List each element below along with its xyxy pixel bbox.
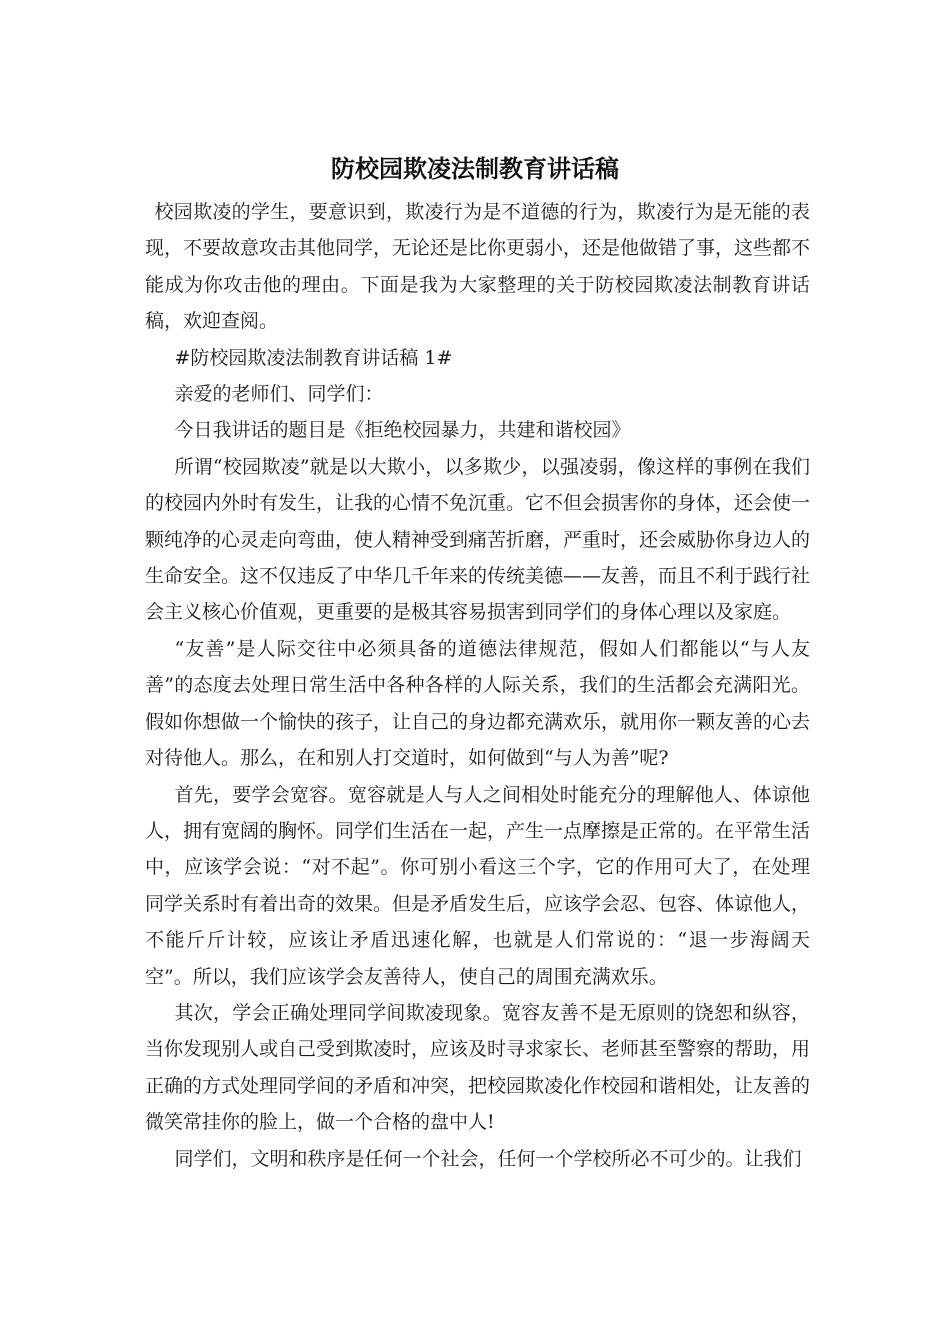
body-paragraph: 所谓“校园欺凌”就是以大欺小，以多欺少，以强凌弱，像这样的事例在我们的校园内外时有发生，让我的心情不免沉重。它不但会损害你的身体，还会使一颗纯净的心灵走向弯曲，使人精神受到痛苦折磨，严重时，还会威胁你身边人的生命安全。这不仅违反了中华几千年来的传统美德——友善，而且不利于践行社会主义核心价值观，更重要的是极其容易损害到同学们的身体心理以及家庭。 xyxy=(145,455,811,624)
speech-topic: 今日我讲话的题目是《拒绝校园暴力，共建和谐校园》 xyxy=(174,419,631,442)
body-paragraph: 首先，要学会宽容。宽容就是人与人之间相处时能充分的理解他人、体谅他人，拥有宽阔的胸怀。同学们生活在一起，产生一点摩擦是正常的。在平常生活中，应该学会说：“对不起”。你可别小看这三个字，它的作用可大了，在处理同学关系时有着出奇的效果。但是矛盾发生后，应该学会忍、包容、体谅他人，不能斤斤计较，应该让矛盾迅速化解，也就是人们常说的：“退一步海阔天空”。所以，我们应该学会友善待人，使自己的周围充满欢乐。 xyxy=(145,783,811,988)
salutation: 亲爱的老师们、同学们： xyxy=(174,383,384,406)
document-body xyxy=(145,194,810,1177)
document-title: 防校园欺凌法制教育讲话稿 xyxy=(331,154,619,183)
body-paragraph: 同学们，文明和秩序是任何一个社会，任何一个学校所必不可少的。让我们 xyxy=(174,1147,802,1170)
body-paragraph: “友善”是人际交往中必须具备的道德法律规范，假如人们都能以“与人友善”的态度去处理日常生活中各种各样的人际关系，我们的生活都会充满阳光。假如你想做一个愉快的孩子，让自己的身边都充满欢乐，就用你一颗友善的心去对待他人。那么，在和别人打交道时，如何做到“与人为善”呢? xyxy=(145,637,811,770)
intro-paragraph: 校园欺凌的学生，要意识到，欺凌行为是不道德的行为，欺凌行为是无能的表现，不要故意攻击其他同学，无论还是比你更弱小，还是他做错了事，这些都不能成为你攻击他的理由。下面是我为大家整理的关于防校园欺凌法制教育讲话稿，欢迎查阅。 xyxy=(145,201,811,333)
section-heading: #防校园欺凌法制教育讲话稿 1# xyxy=(174,346,453,369)
body-paragraph: 其次，学会正确处理同学间欺凌现象。宽容友善不是无原则的饶恕和纵容，当你发现别人或自己受到欺凌时，应该及时寻求家长、老师甚至警察的帮助，用正确的方式处理同学间的矛盾和冲突，把校园欺凌化作校园和谐相处，让友善的微笑常挂你的脸上，做一个合格的盘中人! xyxy=(145,1001,811,1134)
